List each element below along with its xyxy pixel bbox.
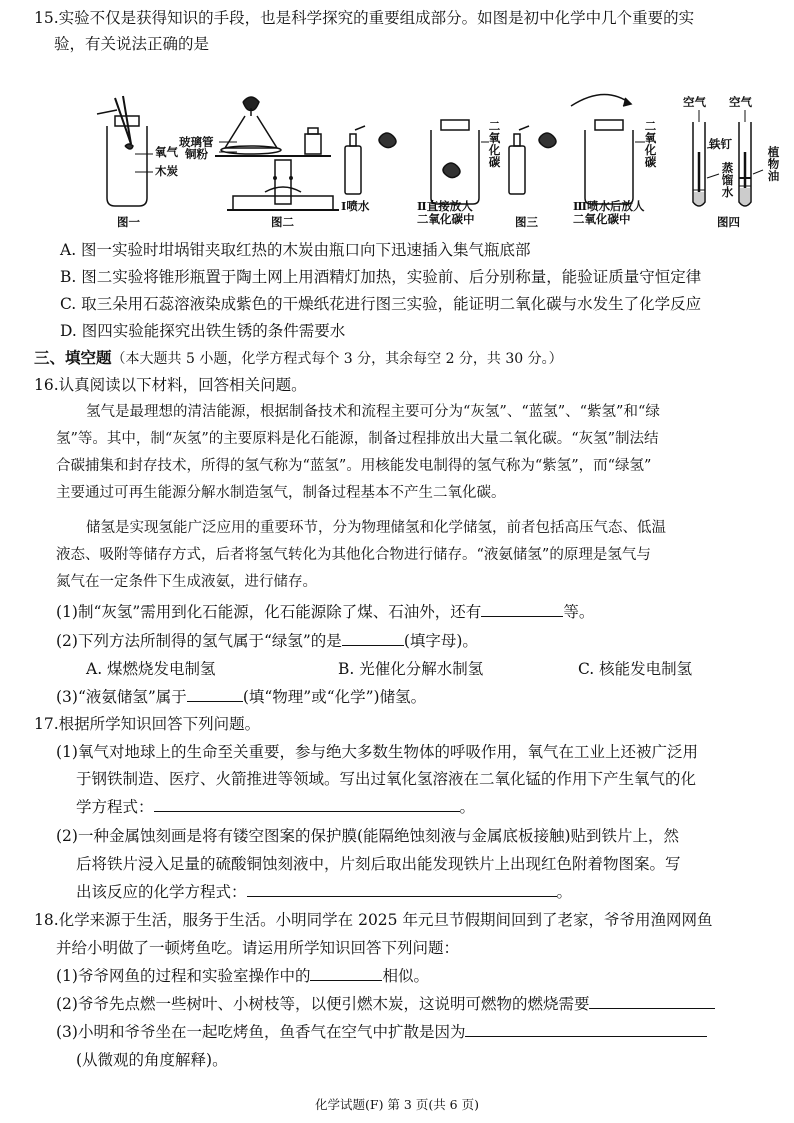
q16-p1-l2: 氢”等。其中，制“灰氢”的主要原料是化石能源，制备过程排放出大量二氧化碳。“灰氢”制法结 xyxy=(56,431,659,447)
q16-choice-a: A. 煤燃烧发电制氢 xyxy=(86,660,216,678)
q16-p2-l1: 储氢是实现氢能广泛应用的重要环节，分为物理储氢和化学储氢，前者包括高压气态、低温 xyxy=(86,520,666,536)
fig2-caption: 图二 xyxy=(271,215,294,229)
q18-s1-blank[interactable] xyxy=(310,966,382,981)
fig2-label-copper: 铜粉 xyxy=(185,147,208,161)
fig3-label-direct-2: 二氧化碳中 xyxy=(417,212,475,226)
q16-sub1-blank[interactable] xyxy=(481,602,563,617)
q15-option-b: B. 图二实验将锥形瓶置于陶土网上用酒精灯加热，实验前、后分别称量，能验证质量守恒定律 xyxy=(60,268,702,286)
q17-stem: 17.根据所学知识回答下列问题。 xyxy=(34,715,261,733)
q16-sub2 xyxy=(56,631,478,651)
q15-option-a: A. 图一实验时坩埚钳夹取红热的木炭由瓶口向下迅速插入集气瓶底部 xyxy=(60,241,531,259)
fig1-label-charcoal: 木炭 xyxy=(155,164,178,178)
q18-stem-l1: 18.化学来源于生活，服务于生活。小明同学在 2025 年元旦节假期间回到了老家，爷爷用渔网网鱼 xyxy=(34,911,713,929)
page-footer: 化学试题(F) 第 3 页(共 6 页) xyxy=(315,1097,479,1112)
q17-s1-l1: (1)氧气对地球上的生命至关重要，参与绝大多数生物体的呼吸作用，氧气在工业上还被广泛用 xyxy=(56,743,698,761)
q15-option-c: C. 取三朵用石蕊溶液染成紫色的干燥纸花进行图三实验，能证明二氧化碳与水发生了化学反应 xyxy=(60,295,702,313)
q18-s3-blank[interactable] xyxy=(465,1022,707,1037)
fig3-label-after-1: Ⅲ喷水后放人 xyxy=(573,199,645,213)
q18-s3 xyxy=(56,1022,707,1042)
fig4-label-air-a: 空气 xyxy=(683,95,706,109)
q16-choice-c: C. 核能发电制氢 xyxy=(578,660,693,678)
q17-s1-prompt: 学方程式： xyxy=(76,798,154,816)
q15-figures xyxy=(95,86,785,236)
fig3-label-direct-1: Ⅱ直接放人 xyxy=(417,199,473,213)
fig1-caption: 图一 xyxy=(117,215,140,229)
q17-s1-blank[interactable] xyxy=(154,797,460,812)
q18-s2-blank[interactable] xyxy=(589,994,715,1009)
q18-s1-suffix: 相似。 xyxy=(382,967,429,985)
q18-stem-l2: 并给小明做了一顿烤鱼吃。请运用所学知识回答下列问题： xyxy=(56,939,460,957)
q18-s3-text: (3)小明和爷爷坐在一起吃烤鱼，鱼香气在空气中扩散是因为 xyxy=(56,1023,466,1041)
fig1-label-oxygen: 氧气 xyxy=(155,145,178,159)
q16-sub3-suffix: (填“物理”或“化学”)储氢。 xyxy=(242,688,427,706)
q15-stem-line2: 验，有关说法正确的是 xyxy=(54,35,210,53)
q16-sub3-blank[interactable] xyxy=(187,687,243,702)
q16-sub2-text: (2)下列方法所制得的氢气属于“绿氢”的是 xyxy=(56,632,342,650)
q17-s1-l3 xyxy=(76,797,475,817)
q16-sub1 xyxy=(56,602,594,622)
q16-sub3-text: (3)“液氨储氢”属于 xyxy=(56,688,187,706)
fig4-caption: 图四 xyxy=(717,215,740,229)
q17-s2-blank[interactable] xyxy=(247,882,557,897)
fig4-label-air-b: 空气 xyxy=(729,95,752,109)
fig2-label-tube: 玻璃管 xyxy=(179,135,214,149)
fig3-label-after-2: 二氧化碳中 xyxy=(573,212,631,226)
q18-s1 xyxy=(56,966,429,986)
q17-s1-l2: 于钢铁制造、医疗、火箭推进等领域。写出过氧化氢溶液在二氧化锰的作用下产生氧气的化 xyxy=(76,770,697,788)
q17-s2-l2: 后将铁片浸入足量的硫酸铜蚀刻液中，片刻后取出能发现铁片上出现红色附着物图案。写 xyxy=(76,855,681,873)
q18-s3-hint: (从微观的角度解释)。 xyxy=(76,1051,228,1069)
fig3-caption: 图三 xyxy=(515,215,538,229)
q16-p1-l3: 合碳捕集和封存技术，所得的氢气称为“蓝氢”。用核能发电制得的氢气称为“紫氢”，而“绿氢” xyxy=(56,458,652,474)
q16-p1-l4: 主要通过可再生能源分解水制造氢气，制备过程基本不产生二氧化碳。 xyxy=(56,485,506,501)
section3-title: 三、填空题 xyxy=(34,348,112,367)
q16-sub1-suffix: 等。 xyxy=(563,603,595,621)
q16-sub2-blank[interactable] xyxy=(342,631,404,646)
q16-sub3 xyxy=(56,687,426,707)
fig3-label-co2-b: 二氧化碳 xyxy=(644,119,657,169)
fig4-label-water: 蒸馏水 xyxy=(721,161,734,199)
q17-s2-l3 xyxy=(76,882,572,902)
q16-p2-l2: 液态、吸附等储存方式，后者将氢气转化为其他化合物进行储存。“液氨储氢”的原理是氢气与 xyxy=(56,547,651,563)
q16-p1-l1: 氢气是最理想的清洁能源，根据制备技术和流程主要可分为“灰氢”、“蓝氢”、“紫氢”和“绿 xyxy=(86,404,660,420)
q15-stem-line1: 15.实验不仅是获得知识的手段，也是科学探究的重要组成部分。如图是初中化学中几个重要的实 xyxy=(34,9,695,27)
fig3-label-co2-a: 二氧化碳 xyxy=(488,119,501,169)
q18-s2-text: (2)爷爷先点燃一些树叶、小树枝等，以便引燃木炭，这说明可燃物的燃烧需要 xyxy=(56,995,590,1013)
fig4-label-nail: 铁钉 xyxy=(709,137,732,151)
q16-stem: 16.认真阅读以下材料，回答相关问题。 xyxy=(34,376,307,394)
q17-s1-end: 。 xyxy=(459,798,476,816)
q18-s1-text: (1)爷爷网鱼的过程和实验室操作中的 xyxy=(56,967,311,985)
q18-s2 xyxy=(56,994,715,1014)
q17-s2-l1: (2)一种金属蚀刻画是将有镂空图案的保护膜(能隔绝蚀刻液与金属底板接触)贴到铁片上，然 xyxy=(56,827,680,845)
q15-option-d: D. 图四实验能探究出铁生锈的条件需要水 xyxy=(60,322,346,340)
section3-note: （本大题共 5 小题，化学方程式每个 3 分，其余每空 2 分，共 30 分。） xyxy=(111,351,563,367)
q16-p2-l3: 氮气在一定条件下生成液氨，进行储存。 xyxy=(56,574,317,590)
q16-choice-b: B. 光催化分解水制氢 xyxy=(338,660,484,678)
fig3-label-spray: Ⅰ喷水 xyxy=(341,199,370,213)
fig4-label-oil: 植物油 xyxy=(767,145,780,183)
q16-sub1-text: (1)制“灰氢”需用到化石能源，化石能源除了煤、石油外，还有 xyxy=(56,603,482,621)
q17-s2-prompt: 出该反应的化学方程式： xyxy=(76,883,247,901)
q16-sub2-suffix: (填字母)。 xyxy=(403,632,478,650)
q17-s2-end: 。 xyxy=(556,883,573,901)
section3-header xyxy=(34,348,563,369)
